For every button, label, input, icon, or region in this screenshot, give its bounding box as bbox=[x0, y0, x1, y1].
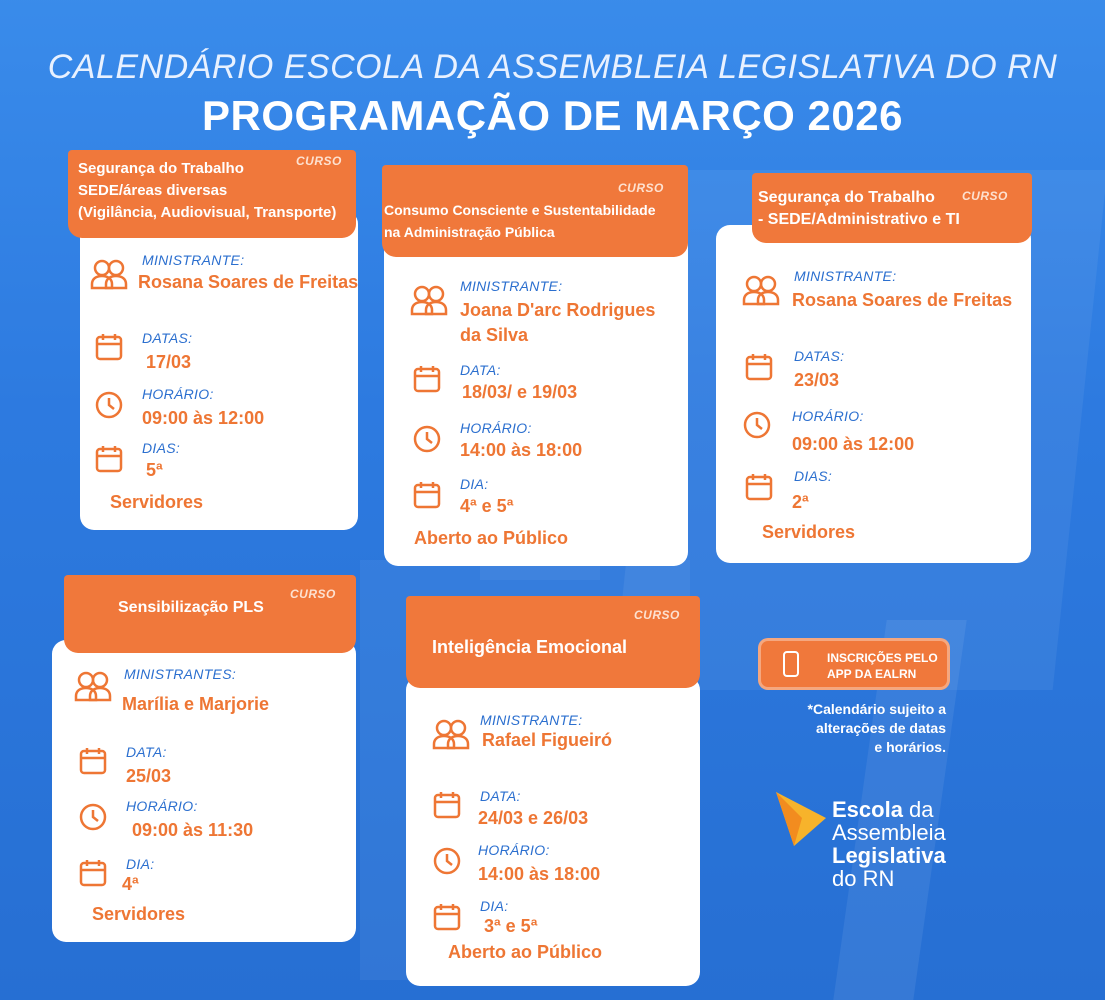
time-label: HORÁRIO: bbox=[460, 420, 532, 436]
date-label: DATAS: bbox=[142, 330, 193, 346]
calendar-icon bbox=[94, 332, 124, 362]
logo-line2: Assembleia bbox=[832, 820, 946, 845]
course-tag: CURSO bbox=[634, 608, 680, 622]
instructor-name: Marília e Marjorie bbox=[122, 694, 270, 714]
course-title-band bbox=[752, 173, 1032, 243]
logo-wordmark bbox=[832, 798, 946, 890]
calendar-icon bbox=[744, 352, 774, 382]
course-title-band bbox=[406, 596, 700, 688]
date-value: 24/03 e 26/03 bbox=[478, 808, 589, 828]
signup-badge bbox=[758, 638, 950, 690]
audience: Servidores bbox=[110, 492, 204, 512]
clock-icon bbox=[78, 802, 108, 832]
time-value: 09:00 às 12:00 bbox=[792, 434, 915, 454]
course-title: Consumo Consciente e Sustentabilidade na Administração Pública bbox=[384, 202, 656, 240]
instructor-icon bbox=[432, 718, 470, 750]
time-label: HORÁRIO: bbox=[126, 798, 198, 814]
calendar-icon bbox=[412, 364, 442, 394]
logo-icon bbox=[772, 788, 830, 855]
signup-text: INSCRIÇÕES PELO APP DA EALRN bbox=[827, 651, 938, 681]
instructor-name: Rosana Soares de Freitas bbox=[138, 272, 359, 292]
calendar-icon bbox=[94, 444, 124, 474]
instructor-icon bbox=[90, 258, 128, 290]
page-title: PROGRAMAÇÃO DE MARÇO 2026 bbox=[202, 92, 903, 139]
day-value: 2ª bbox=[792, 492, 809, 512]
logo-line1-bold: Escola bbox=[832, 797, 903, 822]
course-tag: CURSO bbox=[962, 189, 1008, 203]
day-value: 5ª bbox=[146, 460, 163, 480]
instructor-label: MINISTRANTE: bbox=[460, 278, 563, 294]
logo-line1-rest: da bbox=[902, 797, 934, 822]
course-title: Segurança do Trabalho SEDE/áreas diversas (Vigilância, Audiovisual, Transporte) bbox=[78, 160, 337, 221]
time-label: HORÁRIO: bbox=[792, 408, 864, 424]
course-title-band bbox=[64, 575, 356, 653]
day-label: DIAS: bbox=[794, 468, 833, 484]
clock-icon bbox=[94, 390, 124, 420]
instructor-icon bbox=[74, 670, 112, 702]
day-value: 4ª e 5ª bbox=[460, 496, 514, 516]
date-label: DATA: bbox=[460, 362, 501, 378]
time-value: 14:00 às 18:00 bbox=[460, 440, 583, 460]
audience: Aberto ao Público bbox=[414, 528, 569, 548]
course-tag: CURSO bbox=[296, 154, 342, 168]
instructor-name: Joana D'arc Rodrigues da Silva bbox=[460, 300, 656, 345]
instructor-icon bbox=[742, 274, 780, 306]
day-value: 3ª e 5ª bbox=[484, 916, 538, 936]
audience: Servidores bbox=[762, 522, 856, 542]
date-value: 18/03/ e 19/03 bbox=[462, 382, 578, 402]
instructor-label: MINISTRANTES: bbox=[124, 666, 237, 682]
date-value: 25/03 bbox=[126, 766, 172, 786]
instructor-icon bbox=[410, 284, 448, 316]
date-label: DATA: bbox=[126, 744, 167, 760]
clock-icon bbox=[412, 424, 442, 454]
instructor-label: MINISTRANTE: bbox=[794, 268, 897, 284]
course-title: Sensibilização PLS bbox=[118, 599, 264, 616]
time-value: 14:00 às 18:00 bbox=[478, 864, 601, 884]
phone-icon bbox=[783, 651, 799, 677]
instructor-label: MINISTRANTE: bbox=[142, 252, 245, 268]
logo-line3: Legislativa bbox=[832, 843, 946, 868]
instructor-label: MINISTRANTE: bbox=[480, 712, 583, 728]
clock-icon bbox=[432, 846, 462, 876]
course-tag: CURSO bbox=[618, 181, 664, 195]
day-label: DIA: bbox=[126, 856, 155, 872]
instructor-name: Rosana Soares de Freitas bbox=[792, 290, 1013, 310]
calendar-icon bbox=[744, 472, 774, 502]
course-title-band bbox=[68, 150, 356, 238]
course-title: Inteligência Emocional bbox=[432, 637, 628, 657]
time-value: 09:00 às 12:00 bbox=[142, 408, 265, 428]
date-value: 23/03 bbox=[794, 370, 840, 390]
calendar-icon bbox=[432, 902, 462, 932]
day-label: DIA: bbox=[480, 898, 509, 914]
date-value: 17/03 bbox=[146, 352, 192, 372]
calendar-icon bbox=[78, 746, 108, 776]
logo-line4: do RN bbox=[832, 866, 895, 891]
calendar-icon bbox=[412, 480, 442, 510]
course-title: Segurança do Trabalho - SEDE/Administrativo e TI bbox=[758, 189, 960, 228]
time-label: HORÁRIO: bbox=[142, 386, 214, 402]
course-title-band bbox=[382, 165, 688, 257]
day-label: DIA: bbox=[460, 476, 489, 492]
calendar-icon bbox=[432, 790, 462, 820]
calendar-icon bbox=[78, 858, 108, 888]
day-value: 4ª bbox=[122, 874, 139, 894]
clock-icon bbox=[742, 410, 772, 440]
instructor-name: Rafael Figueiró bbox=[482, 730, 613, 750]
day-label: DIAS: bbox=[142, 440, 181, 456]
audience: Servidores bbox=[92, 904, 186, 924]
time-value: 09:00 às 11:30 bbox=[132, 820, 254, 840]
course-tag: CURSO bbox=[290, 587, 336, 601]
audience: Aberto ao Público bbox=[448, 942, 603, 962]
header-subtitle: CALENDÁRIO ESCOLA DA ASSEMBLEIA LEGISLATIVA DO RN bbox=[47, 48, 1058, 86]
date-label: DATAS: bbox=[794, 348, 845, 364]
date-label: DATA: bbox=[480, 788, 521, 804]
time-label: HORÁRIO: bbox=[478, 842, 550, 858]
schedule-note: *Calendário sujeito a alterações de datas e horários. bbox=[807, 701, 946, 755]
